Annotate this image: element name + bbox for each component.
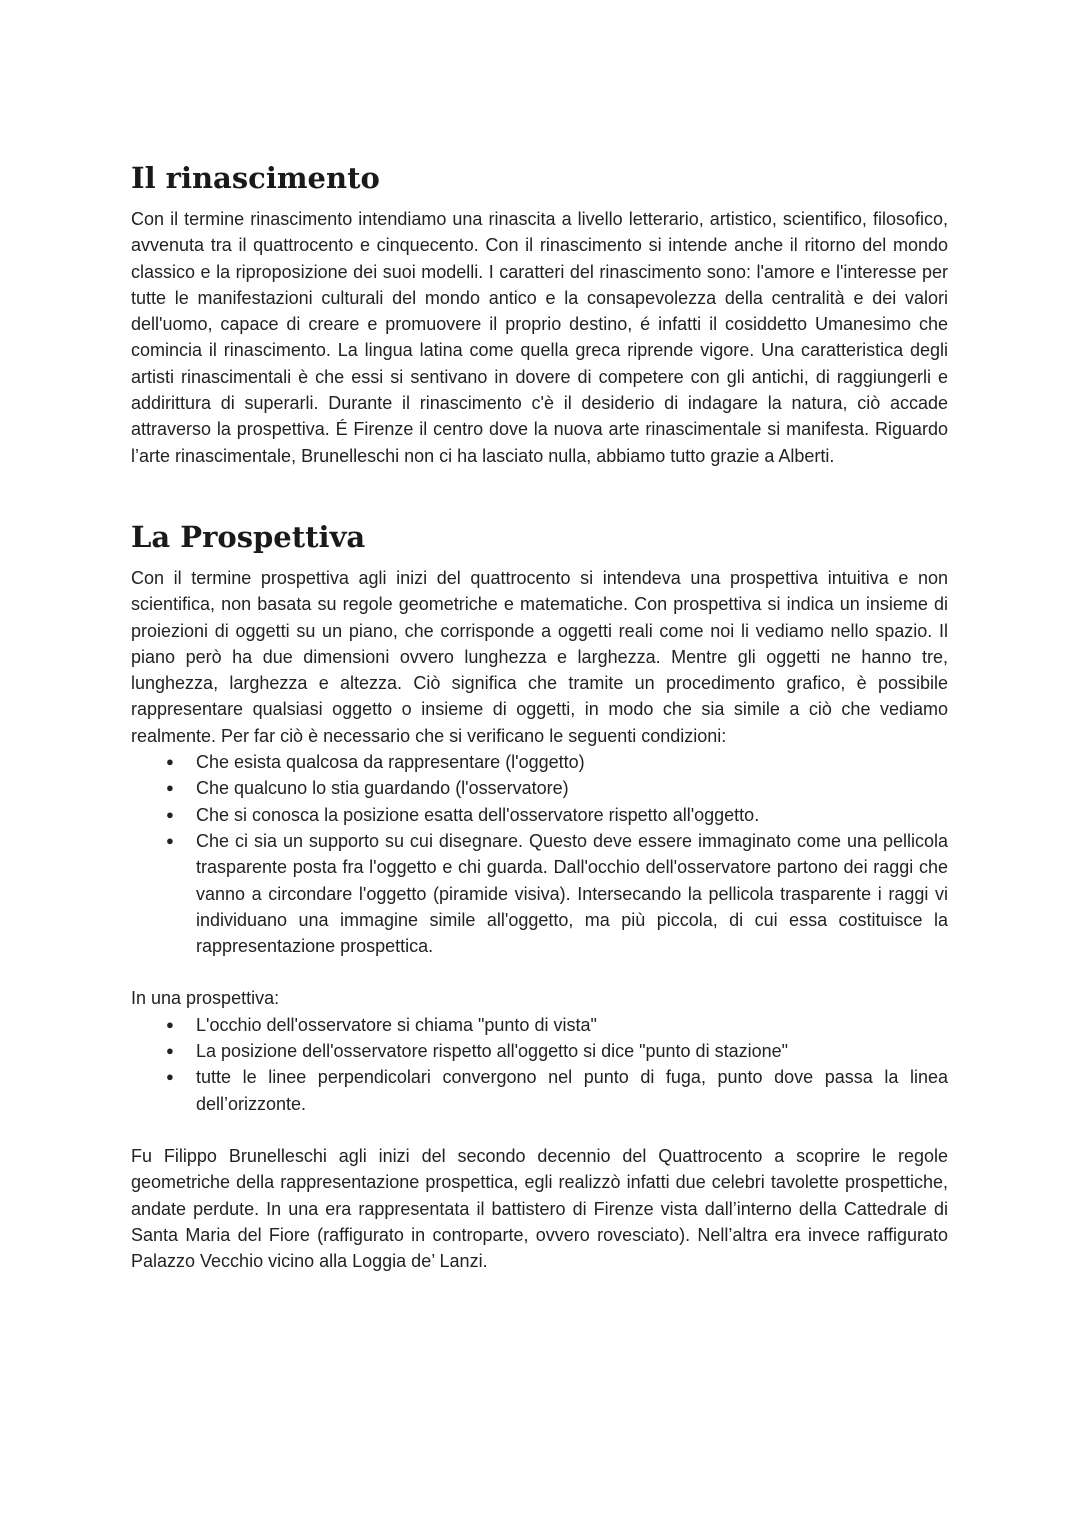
bullet-icon: ● [166,1069,174,1085]
paragraph-brunelleschi: Fu Filippo Brunelleschi agli inizi del secondo decennio del Quattrocento a scoprire le regole geometriche della rappresentazione prospettica, egli realizzò infatti due celebri tavolette prospettiche, andate perdute. In una era rappresentata il battistero di Firenze vista dall’interno della Cattedrale di Santa Maria del Fiore (raffigurato in controparte, ovvero rovesciato). Nell’altra era invece raffigurato Palazzo Vecchio vicino alla Loggia de’ Lanzi. [131,1145,948,1272]
section-title-rinascimento: Il rinascimento [131,161,380,195]
paragraph-rinascimento: Con il termine rinascimento intendiamo una rinascita a livello letterario, artistico, scientifico, filosofico, avvenuta tra il quattrocento e cinquecento. Con il rinascimento si intende anche il ritorno del mondo classico e la riproposizione dei suoi modelli. I caratteri del rinascimento sono: l'amore e l'interesse per tutte le manifestazioni culturali del mondo antico e la consapevolezza della centralità e dei valori dell'uomo, capace di creare e promuovere il proprio destino, é infatti il cosiddetto Umanesimo che comincia il rinascimento. La lingua latina come quella greca riprende vigore. Una caratteristica degli artisti rinascimentali è che essi si sentivano in dovere di competere con gli antichi, di raggiungerli e addirittura di superarli. Durante il rinascimento c'è il desiderio di indagare la natura, ciò accade attraverso la prospettiva. É Firenze il centro dove la nuova arte rinascimentale si manifesta. Riguardo l’arte rinascimentale, Brunelleschi non ci ha lasciato nulla, abbiamo tutto grazie a Alberti. [131,209,948,466]
definitions-list [131,1012,948,1117]
list-item [166,1064,948,1117]
list-item [166,1012,948,1038]
bullet-icon: ● [166,1016,174,1032]
list-item-text: Che esista qualcosa da rappresentare (l'oggetto) [196,752,585,773]
list-item-text: Che qualcuno lo stia guardando (l'osservatore) [196,778,569,799]
list-item-text: tutte le linee perpendicolari convergono nel punto di fuga, punto dove passa la linea dell’orizzonte. [196,1067,948,1114]
spacer [131,1117,948,1143]
paragraph-prospettiva-intro2: In una prospettiva: [131,988,280,1009]
spacer [131,959,948,985]
bullet-icon: ● [166,754,174,770]
bullet-icon: ● [166,780,174,796]
paragraph-prospettiva-intro: Con il termine prospettiva agli inizi del quattrocento si intendeva una prospettiva intuitiva e non scientifica, non basata su regole geometriche e matematiche. Con prospettiva si indica un insieme di proiezioni di oggetti su un piano, che corrisponde a oggetti reali come noi li vediamo nello spazio. Il piano però ha due dimensioni ovvero lunghezza e larghezza. Mentre gli oggetti ne hanno tre, lunghezza, larghezza e altezza. Ciò significa che tramite un procedimento grafico, è possibile rappresentare qualsiasi oggetto o insieme di oggetti, in modo che sia simile a ciò che vediamo realmente. Per far ciò è necessario che si verificano le seguenti condizioni: [131,567,948,746]
bullet-icon: ● [166,832,174,848]
document-page [131,158,948,1274]
list-item-text: L'occhio dell'osservatore si chiama "punto di vista" [196,1014,597,1035]
list-item [166,749,948,775]
list-item [166,1038,948,1064]
list-item [166,828,948,959]
conditions-list [131,749,948,959]
section-title-prospettiva: La Prospettiva [131,519,366,554]
list-item [166,775,948,801]
bullet-icon: ● [166,1043,174,1059]
list-item-text: Che si conosca la posizione esatta dell'osservatore rispetto all'oggetto. [196,804,760,825]
list-item-text: La posizione dell'osservatore rispetto all'oggetto si dice "punto di stazione" [196,1041,789,1062]
list-item [166,802,948,828]
bullet-icon: ● [166,806,174,822]
list-item-text: Che ci sia un supporto su cui disegnare. Questo deve essere immaginato come una pellicola trasparente posta fra l'oggetto e chi guarda. Dall'occhio dell'osservatore partono dei raggi che vanno a circondare l'oggetto (piramide visiva). Intersecando la pellicola trasparente i raggi vi individuano una immagine simile all'oggetto, ma più piccola, di cui essa costituisce la rappresentazione prospettica. [196,830,948,957]
